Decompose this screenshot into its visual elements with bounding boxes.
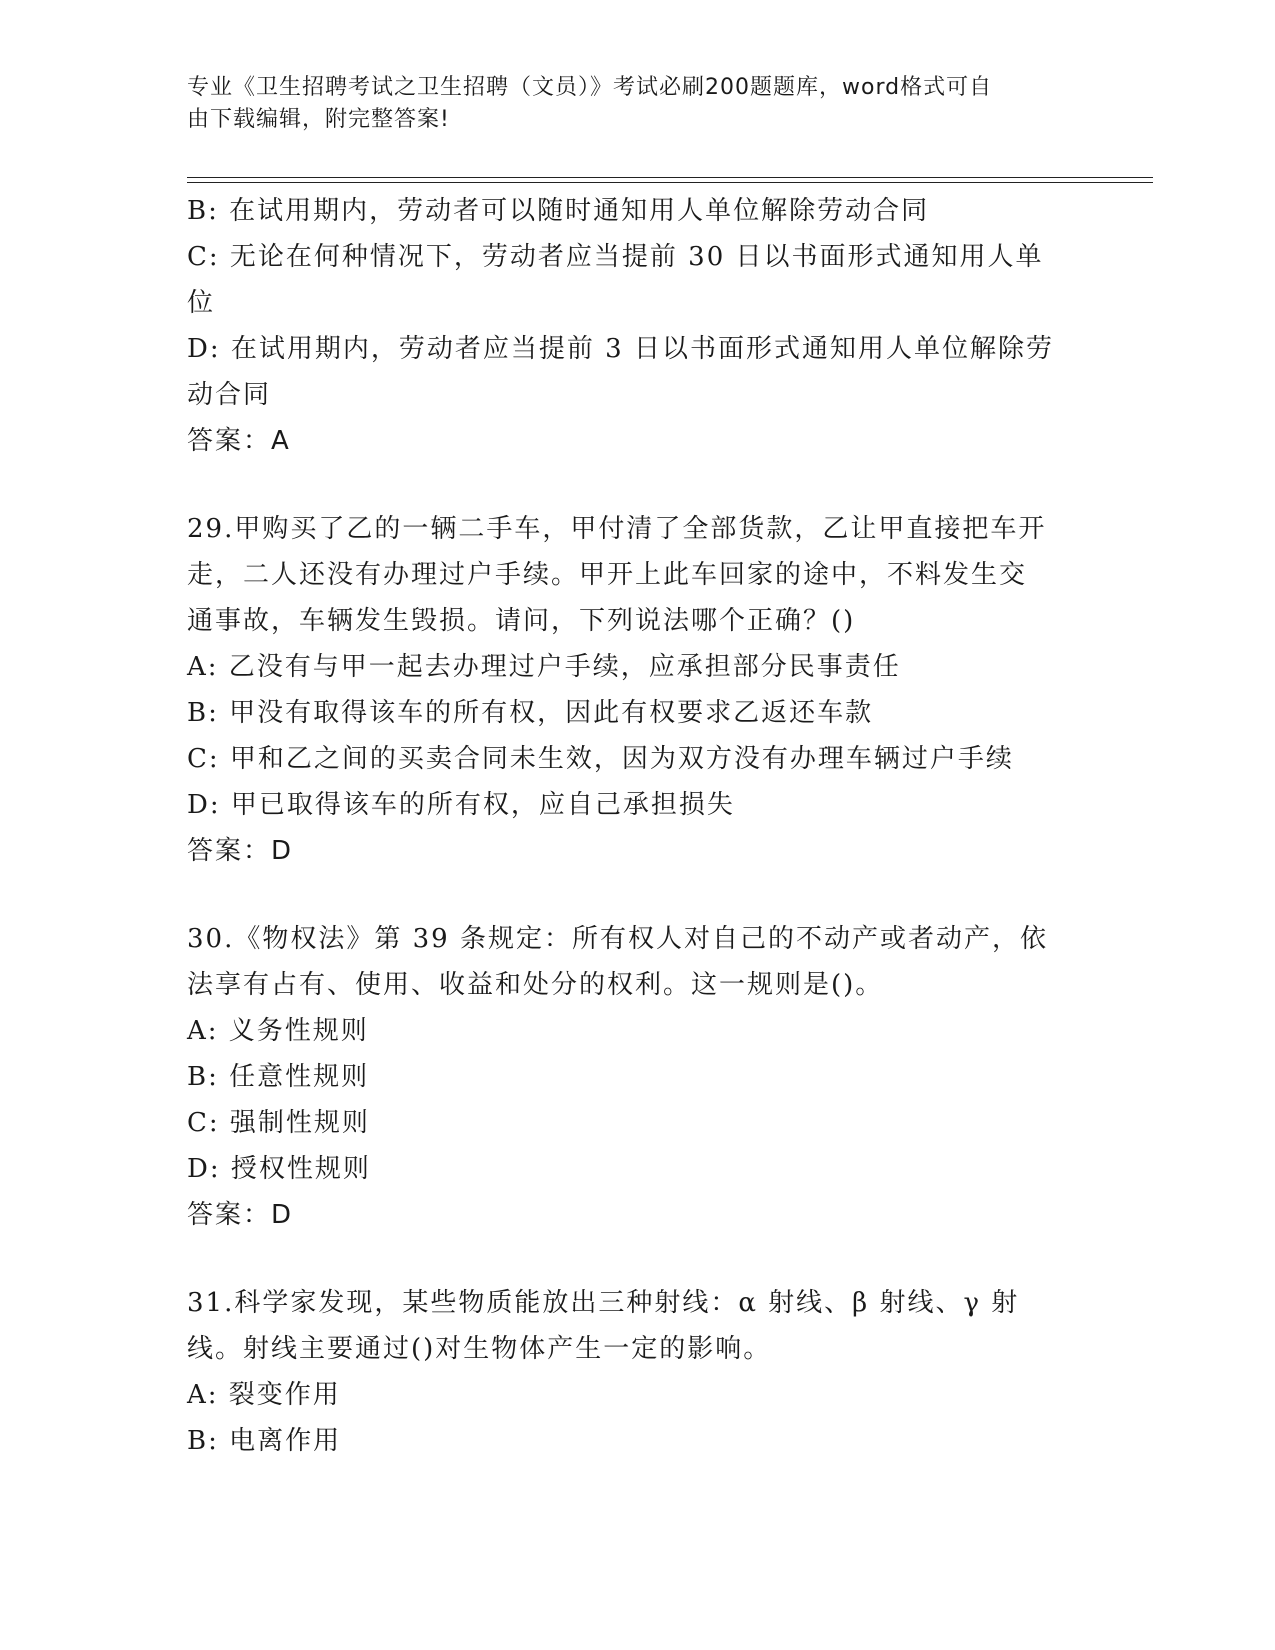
question-29 <box>187 506 1077 874</box>
option-c: C: 无论在何种情况下，劳动者应当提前 30 日以书面形式通知用人单 <box>187 242 1044 272</box>
document-header <box>187 72 1067 136</box>
question-31 <box>187 1280 1077 1464</box>
question-stem: 线。射线主要通过()对生物体产生一定的影响。 <box>187 1334 772 1364</box>
question-stem: 通事故，车辆发生毁损。请问，下列说法哪个正确？() <box>187 606 856 636</box>
question-stem: 法享有占有、使用、收益和处分的权利。这一规则是()。 <box>187 970 884 1000</box>
option-c-cont: 位 <box>187 288 216 318</box>
option-d-cont: 动合同 <box>187 380 272 410</box>
header-rule-bottom <box>187 182 1153 183</box>
option-a: A: 裂变作用 <box>187 1380 341 1410</box>
header-rule-top <box>187 177 1153 178</box>
question-stem: 30.《物权法》第 39 条规定：所有权人对自己的不动产或者动产，依 <box>187 924 1048 954</box>
question-stem: 31.科学家发现，某些物质能放出三种射线：α 射线、β 射线、γ 射 <box>187 1288 1020 1318</box>
question-stem: 走，二人还没有办理过户手续。甲开上此车回家的途中，不料发生交 <box>187 560 1028 590</box>
option-c: C: 甲和乙之间的买卖合同未生效，因为双方没有办理车辆过户手续 <box>187 744 1014 774</box>
answer: 答案：D <box>187 836 294 866</box>
option-c: C: 强制性规则 <box>187 1108 370 1138</box>
option-a: A: 乙没有与甲一起去办理过户手续，应承担部分民事责任 <box>187 652 901 682</box>
question-stem: 29.甲购买了乙的一辆二手车，甲付清了全部货款，乙让甲直接把车开 <box>187 514 1047 544</box>
option-d: D: 授权性规则 <box>187 1154 371 1184</box>
option-b: B: 电离作用 <box>187 1426 342 1456</box>
option-b: B: 任意性规则 <box>187 1062 370 1092</box>
prev-question <box>187 188 1077 464</box>
option-b: B: 甲没有取得该车的所有权，因此有权要求乙返还车款 <box>187 698 874 728</box>
option-d: D: 甲已取得该车的所有权，应自己承担损失 <box>187 790 735 820</box>
header-line-2: 由下载编辑，附完整答案! <box>187 107 450 132</box>
document-body <box>187 188 1077 1464</box>
answer: 答案：D <box>187 1200 294 1230</box>
header-line-1: 专业《卫生招聘考试之卫生招聘（文员）》考试必刷200题题库，word格式可自 <box>187 75 993 100</box>
option-a: A: 义务性规则 <box>187 1016 369 1046</box>
question-30 <box>187 916 1077 1238</box>
answer: 答案：A <box>187 426 291 456</box>
option-d: D: 在试用期内，劳动者应当提前 3 日以书面形式通知用人单位解除劳 <box>187 334 1054 364</box>
option-b: B: 在试用期内，劳动者可以随时通知用人单位解除劳动合同 <box>187 196 930 226</box>
